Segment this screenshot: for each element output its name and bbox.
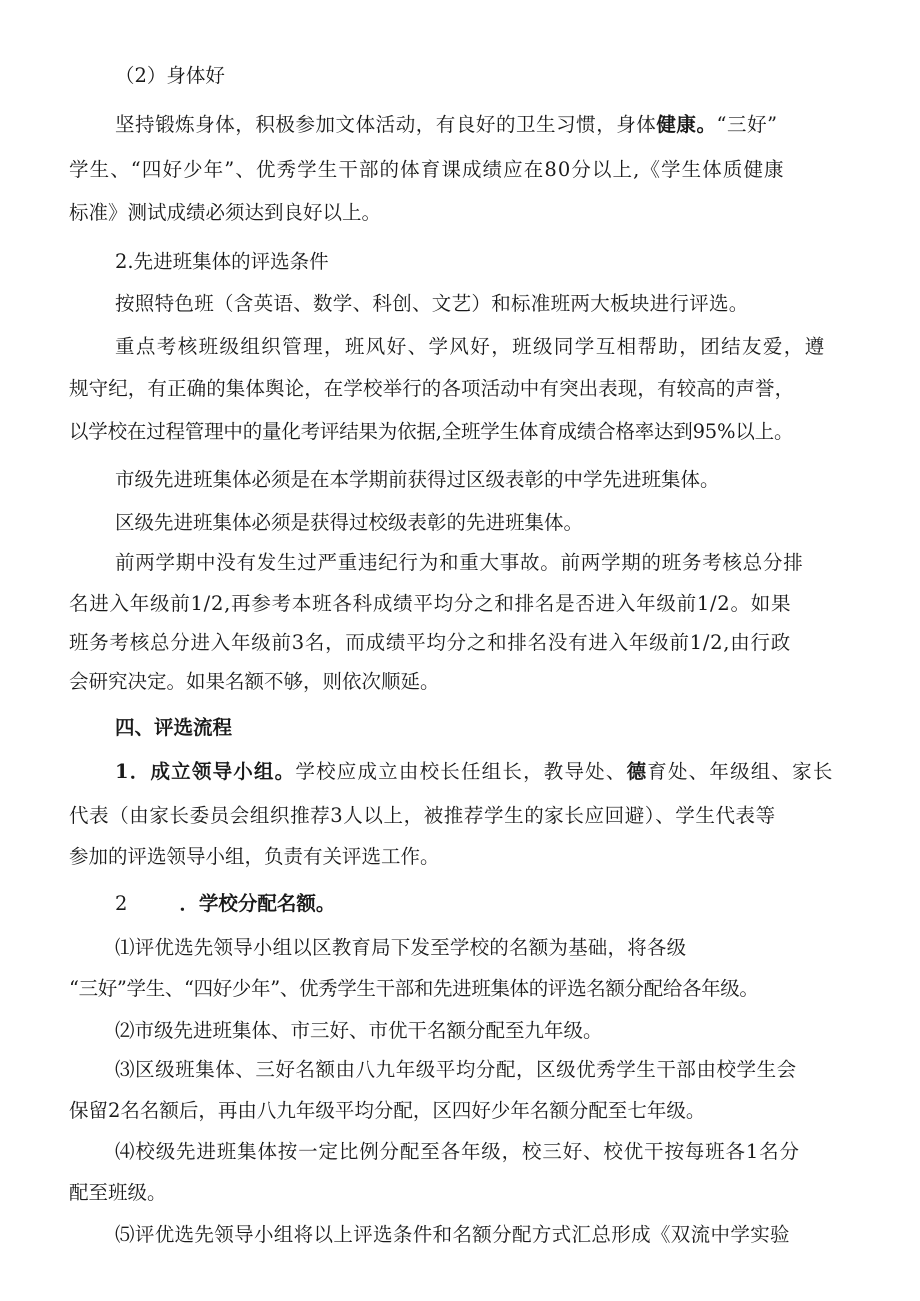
paragraph-line	[115, 548, 804, 578]
text-line: 以学校在过程管理中的量化考评结果为依据,全班学生体育成绩合格率达到95%以上。	[69, 420, 794, 443]
paragraph-line	[115, 110, 778, 140]
paragraph-line	[115, 508, 583, 538]
paragraph-line	[69, 628, 791, 658]
paragraph-line	[69, 589, 791, 619]
bold-text-run: 1．成立领导小组。	[115, 760, 296, 783]
text-line: 区级先进班集体必须是获得过校级表彰的先进班集体。	[115, 511, 584, 534]
text-line: 名进入年级前1/2,再参考本班各科成绩平均分之和排名是否进入年级前1/2。如果	[69, 592, 792, 615]
paragraph-line	[115, 1220, 790, 1250]
text-line: 四、评选流程	[115, 716, 233, 739]
text-line: （2）身体好	[115, 64, 225, 87]
paragraph-line	[69, 198, 381, 228]
text-line: 参加的评选领导小组，负责有关评选工作。	[69, 845, 440, 868]
text-line: ⑶区级班集体、三好名额由八九年级平均分配，区级优秀学生干部由校学生会	[115, 1058, 797, 1081]
text-line: 配至班级。	[69, 1181, 167, 1204]
text-line: “三好”学生、“四好少年”、优秀学生干部和先进班集体的评选名额分配给各年级。	[69, 977, 759, 1000]
bold-text-run: 健康。	[656, 113, 717, 136]
text-line: 代表（由家长委员会组织推荐3人以上，被推荐学生的家长应回避）、学生代表等	[69, 804, 776, 827]
text-line: 按照特色班（含英语、数学、科创、文艺）和标准班两大板块进行评选。	[115, 292, 749, 315]
text-line: 前两学期中没有发生过严重违纪行为和重大事故。前两学期的班务考核总分排	[115, 551, 804, 574]
text-line: 保留2名名额后，再由八九年级平均分配，区四好少年名额分配至七年级。	[69, 1099, 706, 1122]
text-line: 规守纪，有正确的集体舆论，在学校举行的各项活动中有突出表现，有较高的声誉，	[69, 377, 795, 400]
text-line: ⑴评优选先领导小组以区教育局下发至学校的名额为基础，将各级	[115, 936, 687, 959]
text-line: 学生、“四好少年”、优秀学生干部的体育课成绩应在80分以上,《学生体质健康	[69, 158, 785, 181]
paragraph-line	[115, 757, 834, 787]
text-line: 市级先进班集体必须是在本学期前获得过区级表彰的中学先进班集体。	[115, 468, 720, 491]
text-run: 学校应成立由校长任组长，教导处、	[295, 760, 627, 783]
paragraph-line	[115, 332, 826, 362]
paragraph-line	[115, 1137, 800, 1167]
text-line: 班务考核总分进入年级前3名，而成绩平均分之和排名没有进入年级前1/2,由行政	[69, 631, 791, 654]
paragraph-line	[69, 974, 759, 1004]
text-line: ⑸评优选先领导小组将以上评选条件和名额分配方式汇总形成《双流中学实验	[115, 1223, 790, 1246]
subsection-heading	[115, 889, 335, 919]
paragraph-line	[115, 289, 749, 319]
text-line: ⑵市级先进班集体、市三好、市优干名额分配至九年级。	[115, 1019, 603, 1042]
paragraph-line	[69, 155, 785, 185]
paragraph-line	[115, 933, 686, 963]
paragraph-line	[115, 465, 720, 495]
text-run: 2	[115, 892, 128, 915]
bold-text-run: 德	[626, 760, 648, 783]
text-line: 重点考核班级组织管理，班风好、学风好，班级同学互相帮助，团结友爱，遵	[115, 335, 826, 358]
text-run: “三好”	[716, 113, 778, 136]
paragraph-line	[115, 1055, 797, 1085]
paragraph-line	[69, 417, 793, 447]
subsection-heading	[115, 247, 329, 277]
text-run: 坚持锻炼身体，积极参加文体活动，有良好的卫生习惯，身体	[115, 113, 657, 136]
text-line: ⑷校级先进班集体按一定比例分配至各年级，校三好、校优干按每班各1名分	[115, 1140, 800, 1163]
text-line: 会研究决定。如果名额不够，则依次顺延。	[69, 670, 440, 693]
text-line: 标准》测试成绩必须达到良好以上。	[69, 201, 382, 224]
bold-text-run: ．学校分配名额。	[179, 892, 336, 915]
text-run: 育处、年级组、家长	[647, 760, 834, 783]
paragraph-line	[69, 667, 440, 697]
paragraph-line	[69, 842, 440, 872]
subsection-heading	[115, 61, 225, 91]
paragraph-line	[115, 1016, 603, 1046]
paragraph-line	[69, 374, 794, 404]
section-heading	[115, 713, 232, 743]
paragraph-line	[69, 1096, 705, 1126]
text-line: 2.先进班集体的评选条件	[115, 250, 329, 273]
paragraph-line	[69, 801, 776, 831]
paragraph-line	[69, 1178, 167, 1208]
